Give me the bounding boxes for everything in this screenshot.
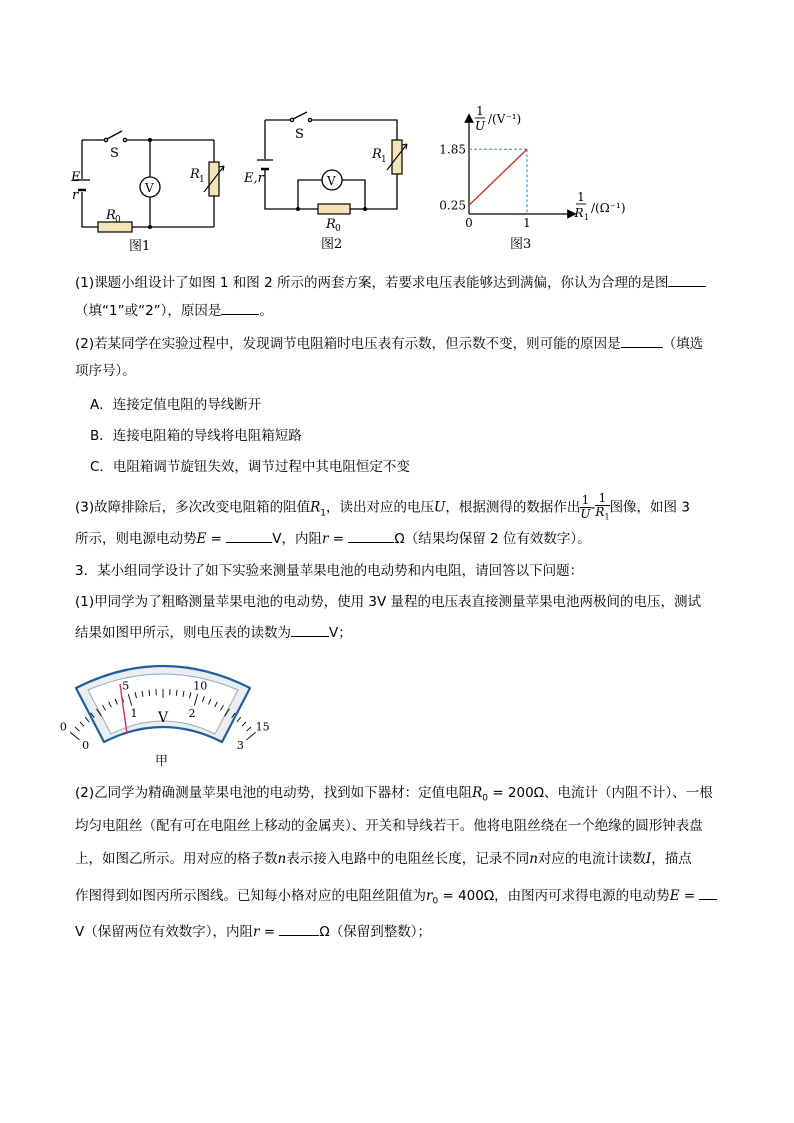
p3-q2-text-3: 上，如图乙所示。用对应的格子数 bbox=[75, 851, 278, 867]
fig1-switch-label: S bbox=[110, 146, 119, 161]
ytick-label-high: 1.85 bbox=[439, 142, 466, 157]
q3-u-symbol: U bbox=[434, 499, 446, 516]
p3-q1-reading-blank[interactable] bbox=[291, 622, 329, 637]
q3-eq-1: = bbox=[206, 531, 227, 547]
dial-unit-label: V bbox=[158, 710, 169, 726]
resistor-r0 bbox=[318, 204, 350, 214]
fig1-voltmeter-label: V bbox=[145, 181, 154, 195]
q1-answer-blank[interactable] bbox=[668, 272, 706, 287]
option-a: A．连接定值电阻的导线断开 bbox=[90, 397, 262, 413]
dial-inner-scale-label: 3 bbox=[236, 739, 244, 753]
q1-line-1 bbox=[75, 272, 706, 293]
dial-outer-scale-label: 10 bbox=[193, 679, 208, 693]
q3-text-6: V，内阻 bbox=[272, 531, 323, 547]
fig1-emf-label: E bbox=[71, 170, 81, 185]
fig2-voltmeter-label: V bbox=[327, 174, 336, 188]
p3-q2-text-2: = 200Ω、电流计（内阻不计）、一根 bbox=[488, 785, 713, 801]
q3-minus: - bbox=[590, 499, 596, 516]
q3-text-4: 图像，如图 3 bbox=[609, 499, 690, 516]
fig3-ylabel-unit: /(V⁻¹) bbox=[488, 112, 522, 126]
p3-emf-blank[interactable] bbox=[699, 885, 717, 900]
q3-eq-2: = bbox=[328, 531, 349, 547]
p3-q2-line-5 bbox=[75, 921, 431, 942]
p3-q2-text-5: 对应的电流计读数 bbox=[537, 851, 646, 867]
p3-eq: = bbox=[679, 888, 700, 904]
fig2-r1-label: R bbox=[372, 147, 382, 162]
battery-symbol bbox=[257, 160, 273, 169]
q3-e-symbol: E bbox=[196, 531, 207, 547]
p3-r0-wire-symbol: r bbox=[426, 888, 433, 904]
q3-text-5: 所示，则电源电动势 bbox=[75, 531, 197, 547]
q1-text-2: （填“1”或“2”），原因是 bbox=[75, 303, 222, 319]
data-line bbox=[469, 149, 527, 205]
fig1-r1-sub: 1 bbox=[199, 175, 205, 185]
q3-text-7: Ω（结果均保留 2 位有效数字）。 bbox=[394, 531, 591, 547]
q3-text: (3)故障排除后，多次改变电阻箱的阻值 bbox=[75, 499, 311, 516]
dial-outer-scale-label: 0 bbox=[59, 720, 67, 734]
dial-tick bbox=[80, 722, 84, 726]
fig3-xlabel-unit: /(Ω⁻¹) bbox=[591, 201, 626, 215]
p3-n-symbol-2: n bbox=[529, 851, 538, 867]
origin-label: 0 bbox=[465, 216, 473, 230]
q2-line-2: 项序号）。 bbox=[75, 363, 136, 379]
p3-r0-wire-sub: 0 bbox=[432, 896, 439, 907]
p3-r0-symbol: R bbox=[472, 785, 483, 801]
q2-text-2: （填选 bbox=[662, 336, 704, 352]
q3-line-2 bbox=[75, 528, 591, 549]
p3-q1-unit: V； bbox=[329, 625, 352, 641]
fig3-xlabel-sub: 1 bbox=[584, 213, 590, 222]
problem-3-heading: 3．某小组同学设计了如下实验来测量苹果电池的电动势和内电阻，请回答以下问题： bbox=[75, 563, 584, 579]
q3-line-1 bbox=[75, 492, 690, 523]
p3-q2-text-8: = 400Ω，由图丙可求得电源的电动势 bbox=[438, 888, 670, 904]
p3-q2-line-3 bbox=[75, 849, 692, 869]
figure-2-circuit bbox=[240, 108, 420, 234]
dial-tick bbox=[85, 717, 89, 722]
p3-q2-text-7: 作图得到如图丙所示图线。已知每小格对应的电阻丝阻值为 bbox=[75, 888, 426, 904]
p3-q2-text-6: ，描点 bbox=[651, 851, 692, 867]
q3-emf-blank[interactable] bbox=[226, 528, 272, 543]
dial-inner-scale-label: 2 bbox=[188, 707, 196, 721]
dial-tick bbox=[75, 727, 79, 731]
fig1-caption: 图1 bbox=[129, 239, 151, 254]
q1-line-2 bbox=[75, 300, 273, 321]
figure-1-circuit bbox=[70, 122, 230, 240]
p3-q1-line-2 bbox=[75, 622, 352, 643]
p3-r0-sub: 0 bbox=[482, 793, 489, 804]
fig1-r0-label: R bbox=[106, 208, 116, 223]
fig3-xlabel-den: R bbox=[574, 206, 584, 220]
option-c: C．电阻箱调节旋钮失效，调节过程中其电阻恒定不变 bbox=[90, 459, 410, 475]
p3-e-symbol: E bbox=[669, 888, 680, 904]
p3-q2-text-9: V（保留两位有效数字），内阻 bbox=[75, 924, 253, 940]
dial-tick bbox=[246, 732, 255, 740]
p3-n-symbol: n bbox=[277, 851, 287, 867]
q1-text: (1)课题小组设计了如图 1 和图 2 所示的两套方案，若要求电压表能够达到满偏，你认为合理的是图 bbox=[75, 275, 669, 291]
dial-tick bbox=[70, 732, 79, 740]
p3-q2-line-1 bbox=[75, 783, 713, 809]
fig2-caption: 图2 bbox=[321, 237, 343, 252]
p3-q1-line-1: (1)甲同学为了粗略测量苹果电池的电动势，使用 3V 量程的电压表直接测量苹果电池两极间的电压，测试 bbox=[75, 594, 702, 610]
p3-q2-line-2: 均匀电阻丝（配有可在电阻丝上移动的金属夹）、开关和导线若干。他将电阻丝绕在一个绝缘的圆形钟表盘 bbox=[75, 818, 703, 834]
fig3-ylabel-num: 1 bbox=[476, 104, 484, 118]
fig2-switch-label: S bbox=[295, 127, 304, 142]
q3-r1-symbol: R bbox=[310, 499, 321, 516]
dial-tick bbox=[242, 722, 246, 726]
q2-answer-blank[interactable] bbox=[621, 333, 663, 348]
voltmeter-dial-figure bbox=[59, 650, 270, 753]
fig1-r1-label: R bbox=[190, 167, 200, 182]
p3-q2-line-4 bbox=[75, 885, 717, 912]
dial-inner-scale-label: 0 bbox=[82, 739, 90, 753]
jia-caption: 甲 bbox=[155, 754, 169, 769]
q1-reason-blank[interactable] bbox=[221, 300, 259, 315]
fig2-r1-sub: 1 bbox=[381, 155, 387, 165]
fig2-r0-sub: 0 bbox=[335, 224, 341, 234]
fig2-r0-label: R bbox=[326, 217, 336, 232]
dial-outer-scale-label: 15 bbox=[255, 720, 270, 734]
dial-outer-scale-label: 5 bbox=[122, 679, 130, 693]
p3-r-symbol: r bbox=[253, 924, 260, 940]
dial-tick bbox=[247, 727, 251, 731]
q2-text: (2)若某同学在实验过程中，发现调节电阻箱时电压表有示数，但示数不变，则可能的原因是 bbox=[75, 336, 621, 352]
q2-line-1 bbox=[75, 333, 703, 354]
p3-q1-text: 结果如图甲所示，则电压表的读数为 bbox=[75, 625, 291, 641]
p3-q2-text-10: Ω（保留到整数）； bbox=[319, 924, 431, 940]
p3-q2-text: (2)乙同学为精确测量苹果电池的电动势，找到如下器材：定值电阻 bbox=[75, 785, 473, 801]
q3-resistance-blank[interactable] bbox=[348, 528, 394, 543]
q3-fraction-1-over-r1: $\frac{1}{R_1}$ bbox=[595, 491, 610, 522]
fig3-ylabel-den: U bbox=[474, 119, 486, 133]
fig3-xlabel-num: 1 bbox=[577, 190, 585, 204]
ytick-label-low: 0.25 bbox=[439, 198, 466, 213]
xtick-label: 1 bbox=[523, 216, 531, 230]
p3-eq-2: = bbox=[259, 924, 280, 940]
q3-text-2: ，读出对应的电压 bbox=[326, 499, 435, 516]
p3-resistance-blank[interactable] bbox=[279, 921, 319, 936]
p3-q2-text-4: 表示接入电路中的电阻丝长度，记录不同 bbox=[286, 851, 530, 867]
q3-fraction-1-over-u: $\frac{1}{U}$ bbox=[580, 493, 591, 522]
dial-tick bbox=[237, 717, 241, 722]
dial-inner-scale-label: 1 bbox=[130, 707, 138, 721]
q1-text-3: 。 bbox=[259, 303, 273, 319]
p3-i-symbol: I bbox=[645, 851, 652, 867]
figure-3-graph bbox=[440, 100, 640, 235]
fig1-r-label: r bbox=[72, 188, 79, 203]
q3-r1-sub: 1 bbox=[320, 508, 327, 519]
fig1-r0-sub: 0 bbox=[115, 215, 121, 225]
option-b: B．连接电阻箱的导线将电阻箱短路 bbox=[90, 428, 302, 444]
q3-r-symbol: r bbox=[322, 531, 329, 547]
fig3-caption: 图3 bbox=[510, 237, 532, 252]
q3-text-3: ，根据测得的数据作出 bbox=[445, 499, 581, 516]
fig2-emf-label: E,r bbox=[244, 171, 264, 186]
